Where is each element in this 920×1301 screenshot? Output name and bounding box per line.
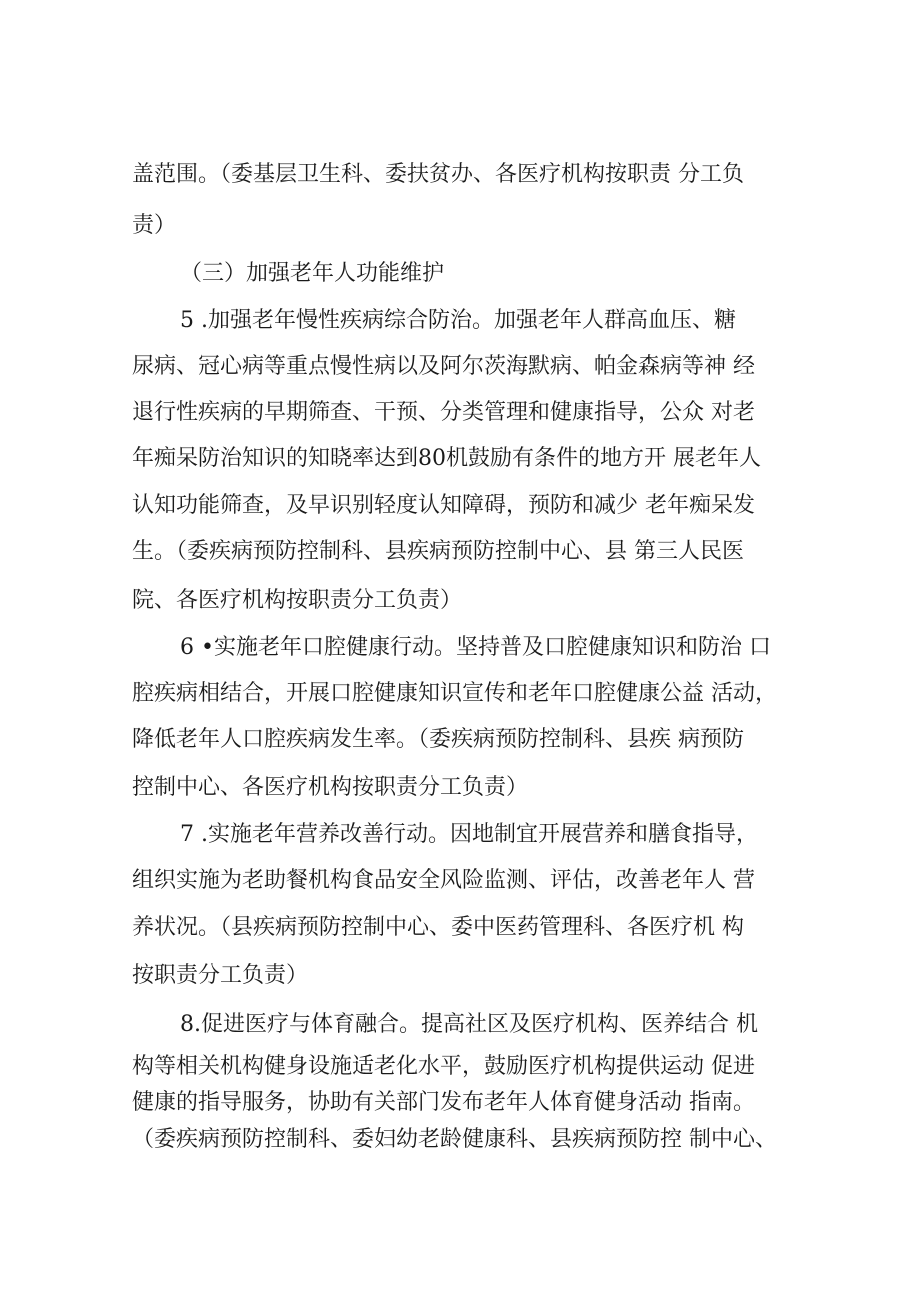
paragraph-line: 健康的指导服务，协助有关部门发布老年人体育健身活动 指南。 xyxy=(132,1090,755,1115)
paragraph-line: 养状况。（县疾病预防控制中心、委中医药管理科、各医疗机 构 xyxy=(132,915,744,940)
paragraph-line: 认知功能筛查，及早识别轻度认知障碍，预防和减少 老年痴呆发 xyxy=(132,493,755,518)
paragraph-line: 腔疾病相结合，开展口腔健康知识宣传和老年口腔健康公益 活动， xyxy=(132,681,777,706)
item-6-first-line: 6 •实施老年口腔健康行动。坚持普及口腔健康知识和防治 口 xyxy=(180,635,771,660)
section-heading: （三）加强老年人功能维护 xyxy=(180,261,445,286)
paragraph-line: 尿病、冠心病等重点慢性病以及阿尔茨海默病、帕金森病等神 经 xyxy=(132,354,755,379)
paragraph-line: 院、各医疗机构按职责分工负责） xyxy=(132,588,463,613)
item-8-first-line: 8.促进医疗与体育融合。提高社区及医疗机构、医养结合 机 xyxy=(180,1012,758,1037)
paragraph-line: 控制中心、各医疗机构按职责分工负责） xyxy=(132,775,529,800)
paragraph-line: 退行性疾病的早期筛查、干预、分类管理和健康指导，公众 对老 xyxy=(132,400,755,425)
paragraph-line: 按职责分工负责） xyxy=(132,963,309,988)
item-5-first-line: 5 .加强老年慢性疾病综合防治。加强老年人群高血压、糖 xyxy=(180,308,736,333)
item-7-first-line: 7 .实施老年营养改善行动。因地制宜开展营养和膳食指导， xyxy=(180,822,758,847)
paragraph-line: 组织实施为老助餐机构食品安全风险监测、评估，改善老年人 营 xyxy=(132,868,755,893)
paragraph-line: 责） xyxy=(132,213,177,238)
paragraph-line: （委疾病预防控制科、委妇幼老龄健康科、县疾病预防控 制中心、 xyxy=(132,1127,777,1152)
paragraph-line: 降低老年人口腔疾病发生率。（委疾病预防控制科、县疾 病预防 xyxy=(132,727,744,752)
paragraph-line: 生。（委疾病预防控制科、县疾病预防控制中心、县 第三人民医 xyxy=(132,539,744,564)
paragraph-line: 构等相关机构健身设施适老化水平，鼓励医疗机构提供运动 促进 xyxy=(132,1054,755,1079)
paragraph-line: 年痴呆防治知识的知晓率达到80机鼓励有条件的地方开 展老年人 xyxy=(132,446,761,471)
paragraph-line: 盖范围。（委基层卫生科、委扶贫办、各医疗机构按职责 分工负 xyxy=(132,162,744,187)
